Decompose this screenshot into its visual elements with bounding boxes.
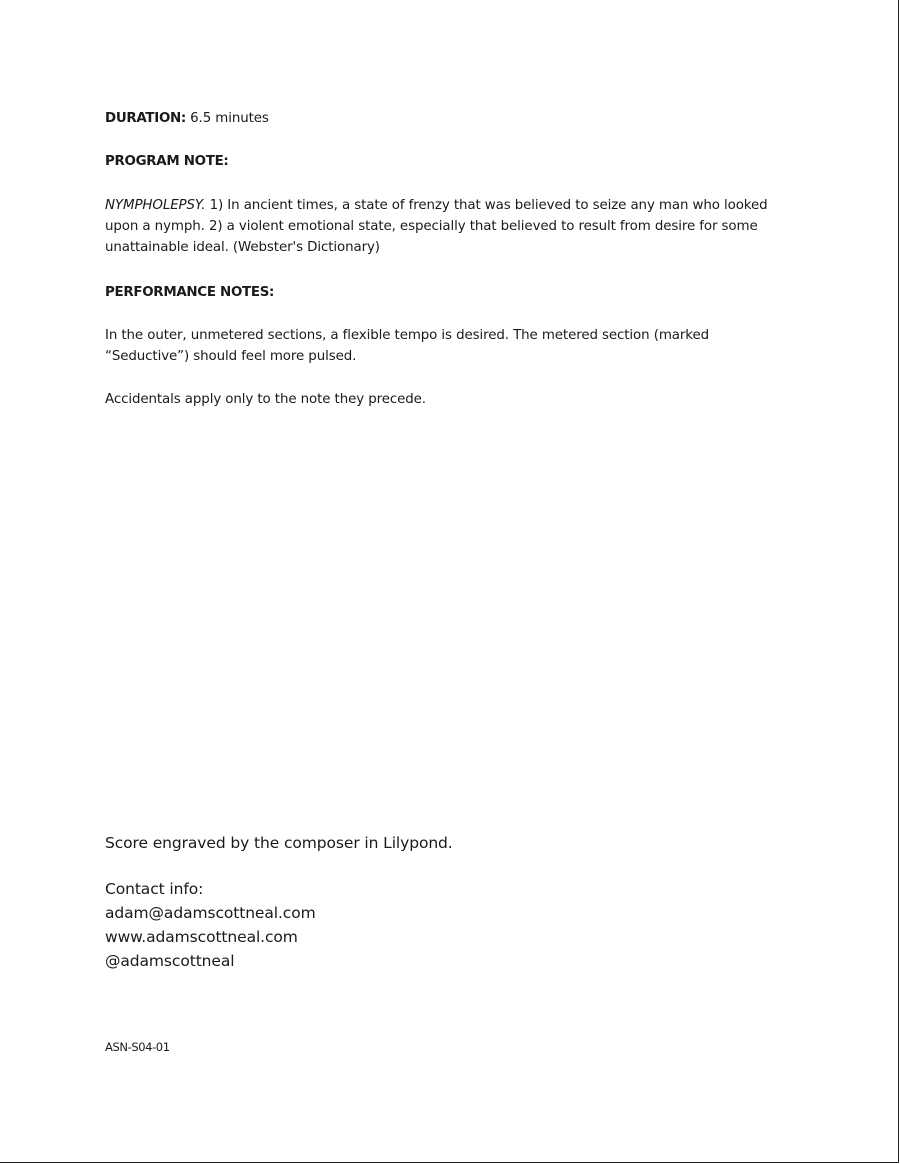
program-note-text xyxy=(105,195,795,258)
catalog-code: ASN-S04-01 xyxy=(105,1040,170,1054)
program-note-term: NYMPHOLEPSY. xyxy=(105,198,206,213)
contact-email: adam@adamscottneal.com xyxy=(105,904,316,922)
performance-notes-heading: PERFORMANCE NOTES: xyxy=(105,285,275,300)
duration-value: 6.5 minutes xyxy=(185,111,269,126)
contact-heading: Contact info: xyxy=(105,880,204,898)
engraving-credit: Score engraved by the composer in Lilypond. xyxy=(105,834,453,852)
program-note-definition: 1) In ancient times, a state of frenzy that was believed to seize any man who looked upon a nymph. 2) a violent emotional state, especially that believed to result from desire for some unattainable ideal. (Webster's Dictionary) xyxy=(105,198,768,255)
performance-note-tempo: In the outer, unmetered sections, a flexible tempo is desired. The metered section (marked “Seductive”) should feel more pulsed. xyxy=(105,328,709,364)
contact-handle: @adamscottneal xyxy=(105,952,235,970)
contact-info xyxy=(105,877,805,973)
duration-line xyxy=(105,108,805,129)
performance-note-accidentals: Accidentals apply only to the note they precede. xyxy=(105,392,426,407)
program-note-heading: PROGRAM NOTE: xyxy=(105,154,229,169)
contact-website: www.adamscottneal.com xyxy=(105,928,298,946)
duration-label: DURATION: xyxy=(105,111,186,126)
